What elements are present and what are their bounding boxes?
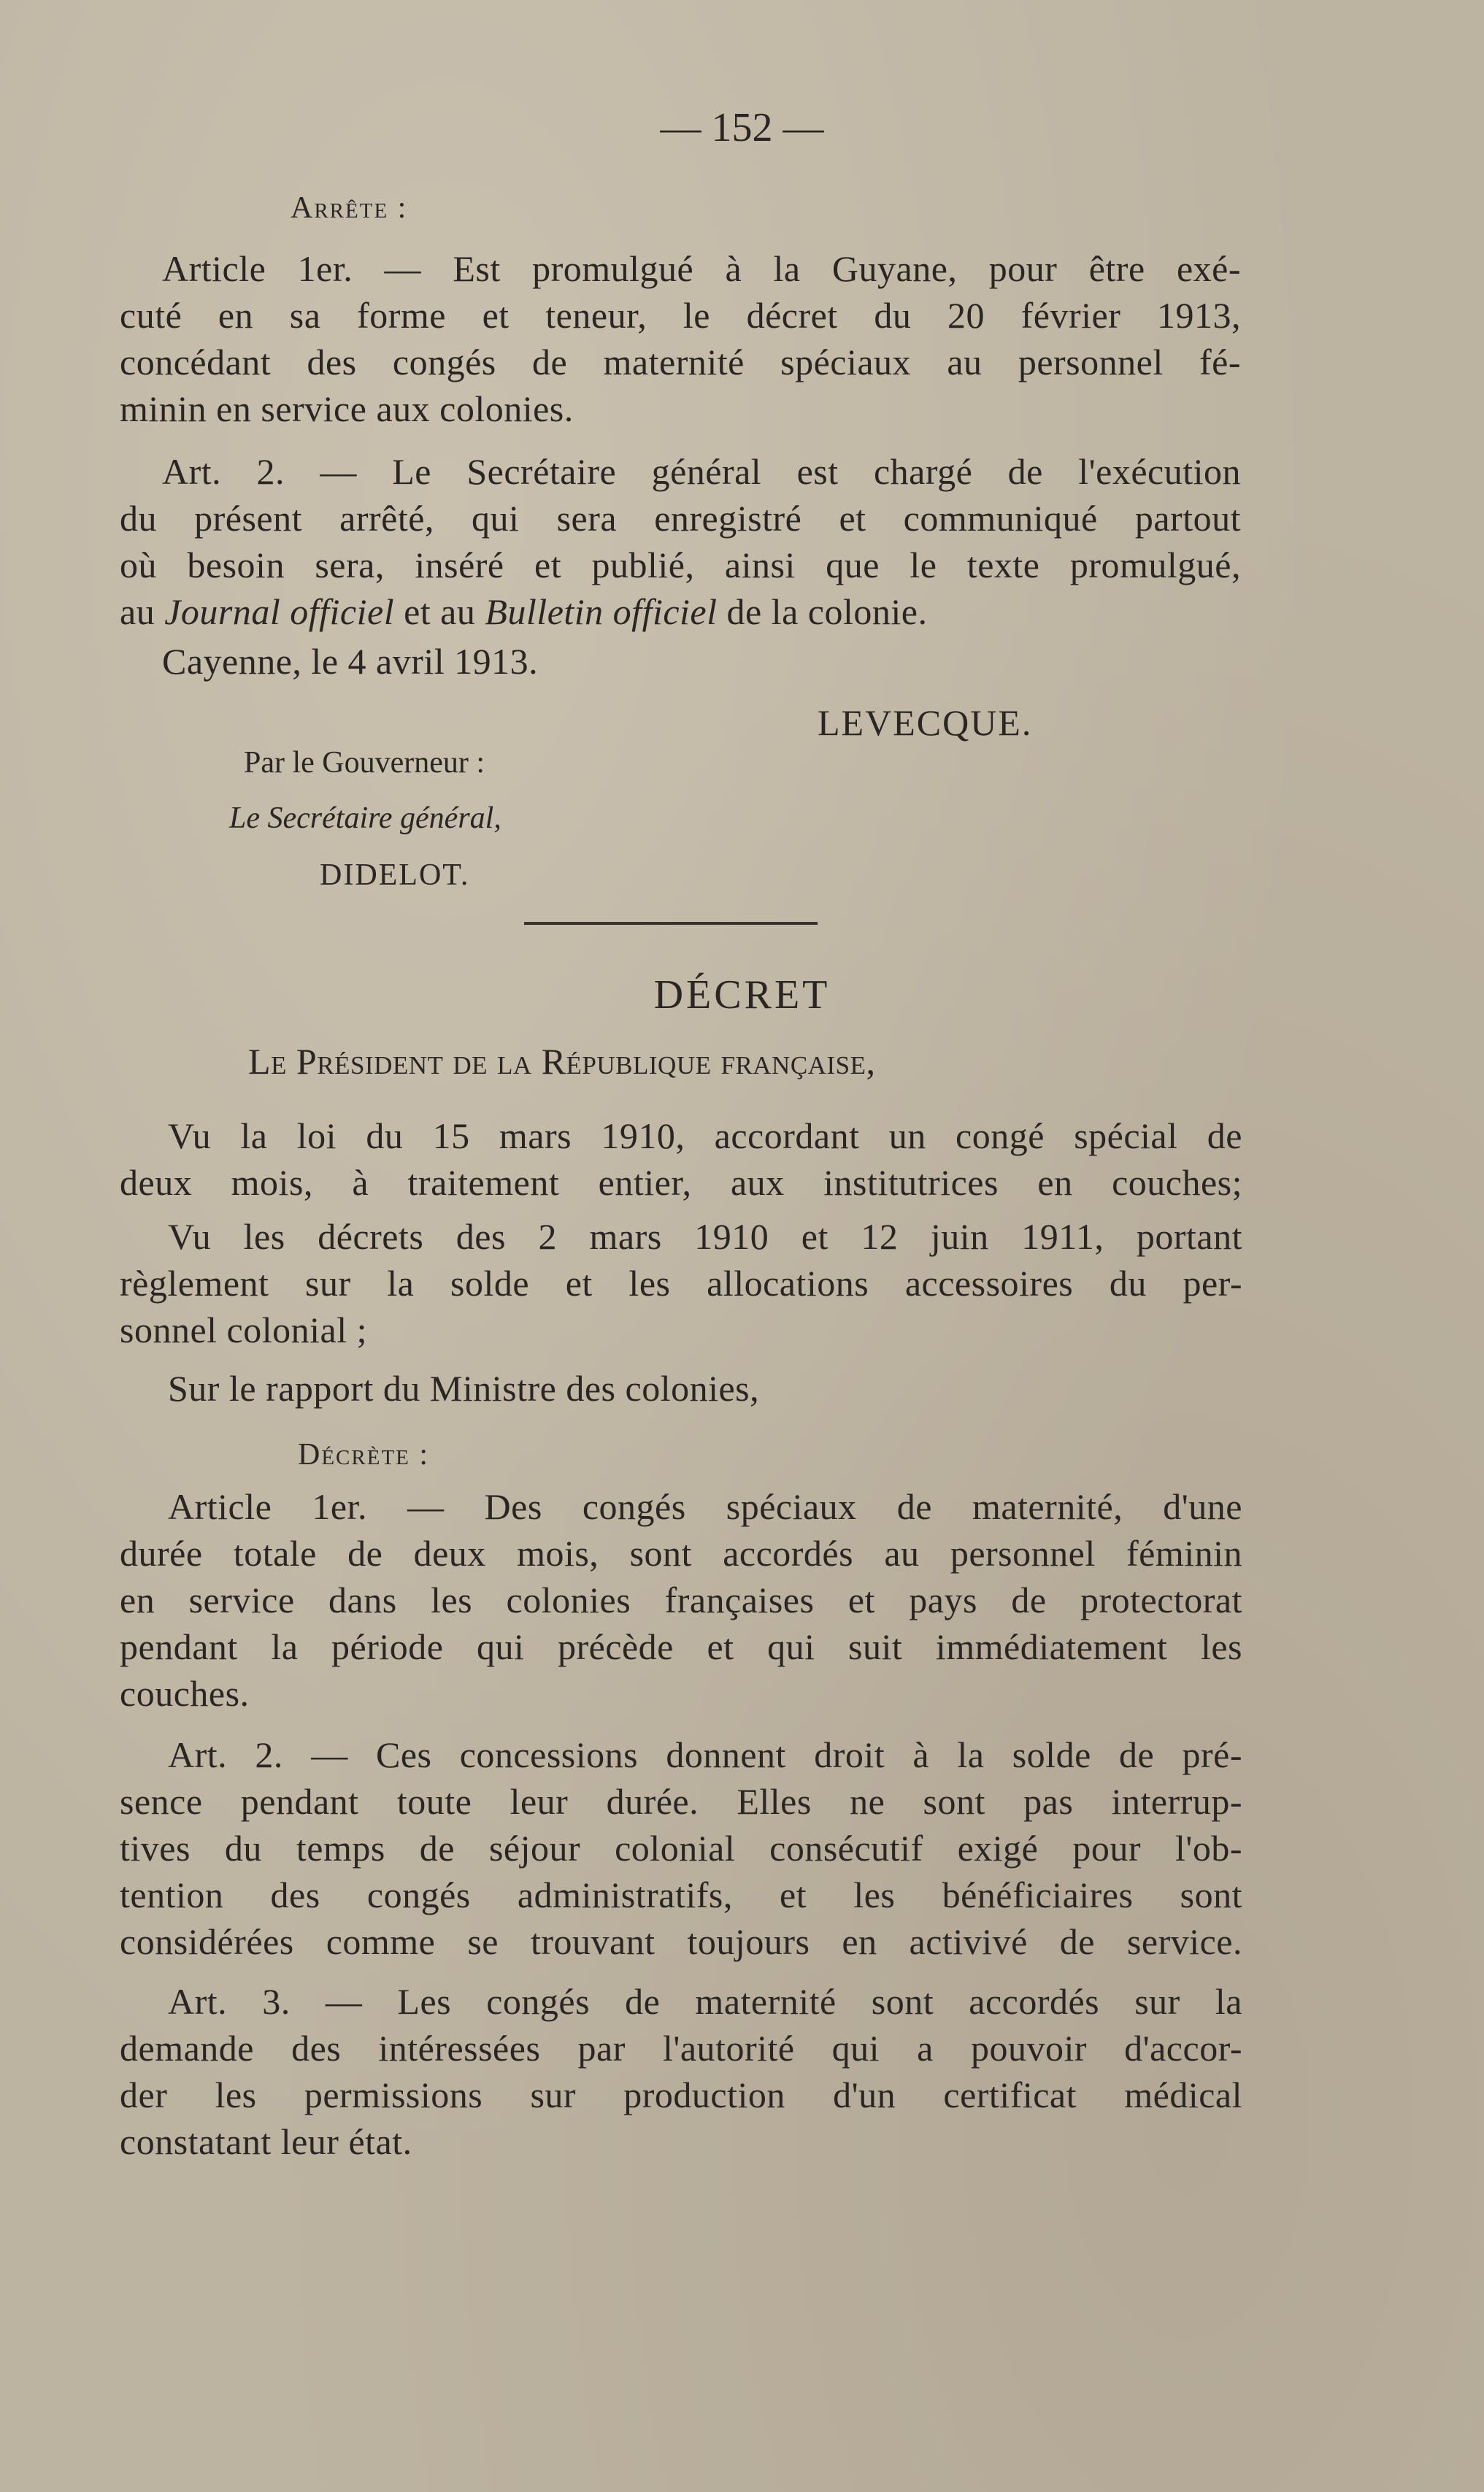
bulletin-officiel: Bulletin officiel	[485, 591, 718, 632]
decret-article1-line-2: durée totale de deux mois, sont accordés au personnel féminin	[120, 1533, 1242, 1574]
section-divider	[524, 922, 818, 925]
page-number: — 152 —	[660, 105, 824, 150]
arrete-article2-line-4: au Journal officiel et au Bulletin officiel de la colonie.	[120, 591, 928, 632]
vu-2-line-1: Vu les décrets des 2 mars 1910 et 12 juin 1911, portant	[168, 1216, 1242, 1257]
decret-article1-line-3: en service dans les colonies françaises et pays de protectorat	[120, 1580, 1242, 1620]
arrete-article2-line-1: Art. 2. — Le Secrétaire général est chargé de l'exécution	[162, 451, 1241, 492]
decret-article2-line-2: sence pendant toute leur durée. Elles ne sont pas interrup-	[120, 1781, 1242, 1822]
decret-article2-line-3: tives du temps de séjour colonial consécutif exigé pour l'ob-	[120, 1828, 1242, 1869]
decret-article2-line-4: tention des congés administratifs, et les bénéficiaires sont	[120, 1874, 1242, 1915]
decret-article3-line-4: constatant leur état.	[120, 2121, 412, 2162]
vu-1-line-1: Vu la loi du 15 mars 1910, accordant un congé spécial de	[168, 1115, 1242, 1156]
arrete-article1-line-1: Article 1er. — Est promulgué à la Guyane, pour être exé-	[162, 248, 1241, 289]
sur-rapport: Sur le rapport du Ministre des colonies,	[168, 1368, 760, 1409]
signatory: LEVECQUE.	[818, 702, 1033, 743]
vu-2-line-3: sonnel colonial ;	[120, 1310, 367, 1350]
president-line: Le Président de la République française,	[248, 1041, 876, 1082]
date-line: Cayenne, le 4 avril 1913.	[162, 641, 539, 682]
decret-article3-line-1: Art. 3. — Les congés de maternité sont accordés sur la	[168, 1981, 1242, 2022]
decret-article3-line-3: der les permissions sur production d'un certificat médical	[120, 2074, 1242, 2115]
arrete-article1-line-3: concédant des congés de maternité spéciaux au personnel fé-	[120, 342, 1241, 382]
decret-title: DÉCRET	[653, 972, 831, 1018]
decret-article1-line-5: couches.	[120, 1673, 250, 1714]
vu-1-line-2: deux mois, à traitement entier, aux institutrices en couches;	[120, 1162, 1242, 1203]
arrete-article1-line-4: minin en service aux colonies.	[120, 388, 574, 429]
arrete-article2-line-3: où besoin sera, inséré et publié, ainsi que le texte promulgué,	[120, 545, 1241, 585]
arrete-article1-line-2: cuté en sa forme et teneur, le décret du 20 février 1913,	[120, 295, 1241, 336]
decret-article3-line-2: demande des intéressées par l'autorité qui a pouvoir d'accor-	[120, 2028, 1242, 2069]
journal-officiel: Journal officiel	[164, 591, 395, 632]
countersign-by: Par le Gouverneur :	[244, 746, 485, 780]
decret-article1-line-1: Article 1er. — Des congés spéciaux de maternité, d'une	[168, 1486, 1242, 1527]
vu-2-line-2: règlement sur la solde et les allocations accessoires du per-	[120, 1263, 1242, 1304]
countersign-name: DIDELOT.	[320, 858, 470, 892]
decret-article2-line-1: Art. 2. — Ces concessions donnent droit à la solde de pré-	[168, 1734, 1242, 1775]
decret-article2-line-5: considérées comme se trouvant toujours en activivé de service.	[120, 1921, 1242, 1962]
countersign-role: Le Secrétaire général,	[229, 801, 501, 835]
decrete-heading: Décrète :	[298, 1438, 430, 1472]
arrete-article2-line-2: du présent arrêté, qui sera enregistré et communiqué partout	[120, 498, 1241, 539]
decret-article1-line-4: pendant la période qui précède et qui suit immédiatement les	[120, 1626, 1242, 1667]
arrete-heading: Arrête :	[291, 191, 408, 225]
